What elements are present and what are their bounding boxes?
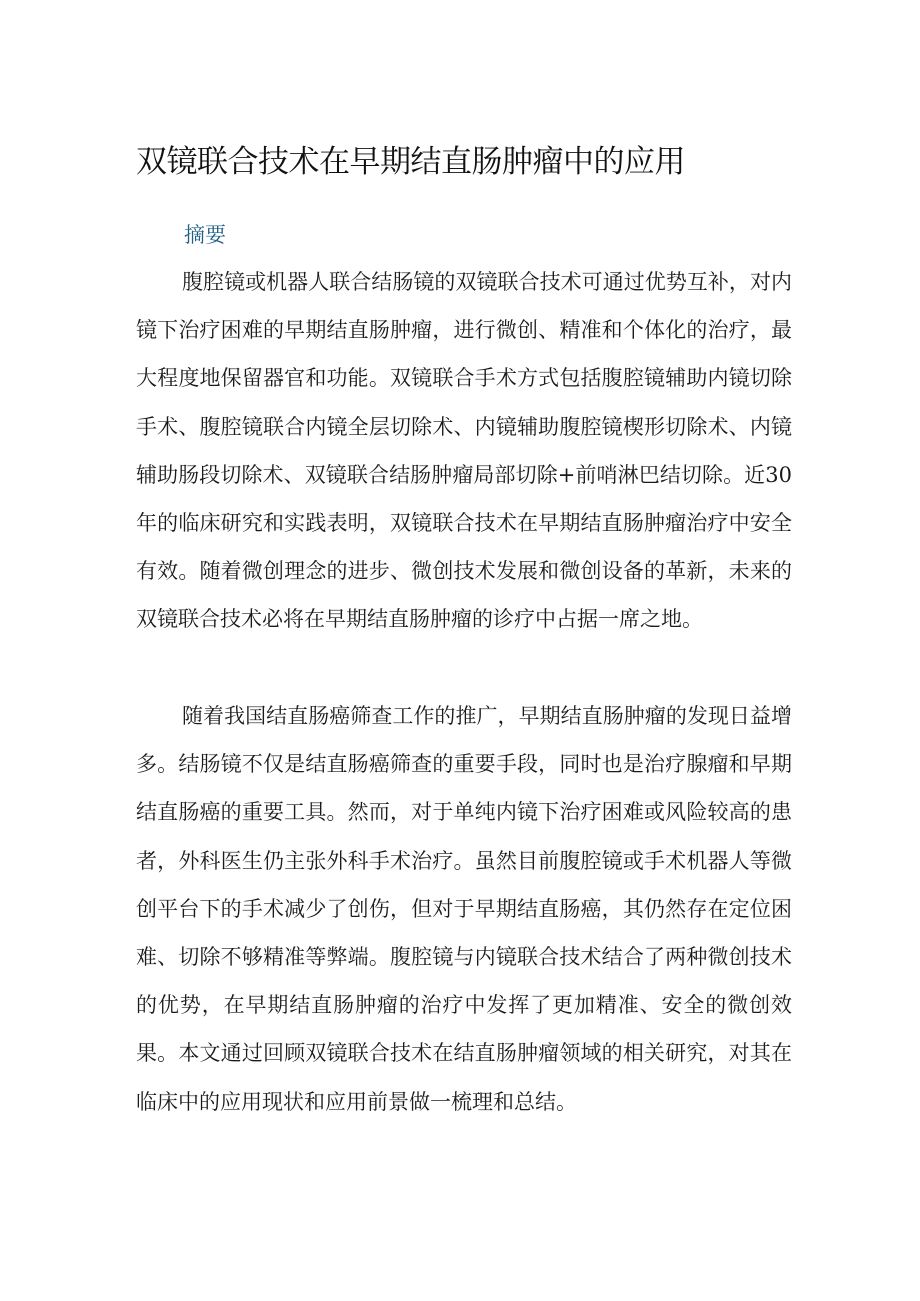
body-paragraph: 随着我国结直肠癌筛查工作的推广，早期结直肠肿瘤的发现日益增多。结肠镜不仅是结直肠癌筛查的重要手段，同时也是治疗腺瘤和早期结直肠癌的重要工具。然而，对于单纯内镜下治疗困难或风险较高的患者，外科医生仍主张外科手术治疗。虽然目前腹腔镜或手术机器人等微创平台下的手术减少了创伤，但对于早期结直肠癌，其仍然存在定位困难、切除不够精准等弊端。腹腔镜与内镜联合技术结合了两种微创技术的优势，在早期结直肠肿瘤的治疗中发挥了更加精准、安全的微创效果。本文通过回顾双镜联合技术在结直肠肿瘤领域的相关研究，对其在临床中的应用现状和应用前景做一梳理和总结。 xyxy=(136,704,792,1114)
abstract-heading: 摘要 xyxy=(184,223,226,247)
abstract-paragraph: 腹腔镜或机器人联合结肠镜的双镜联合技术可通过优势互补，对内镜下治疗困难的早期结直肠肿瘤，进行微创、精准和个体化的治疗，最大程度地保留器官和功能。双镜联合手术方式包括腹腔镜辅助内镜切除手术、腹腔镜联合内镜全层切除术、内镜辅助腹腔镜楔形切除术、内镜辅助肠段切除术、双镜联合结肠肿瘤局部切除+前哨淋巴结切除。近30年的临床研究和实践表明，双镜联合技术在早期结直肠肿瘤治疗中安全有效。随着微创理念的进步、微创技术发展和微创设备的革新，未来的双镜联合技术必将在早期结直肠肿瘤的诊疗中占据一席之地。 xyxy=(136,270,792,632)
document-title: 双镜联合技术在早期结直肠肿瘤中的应用 xyxy=(136,144,685,180)
